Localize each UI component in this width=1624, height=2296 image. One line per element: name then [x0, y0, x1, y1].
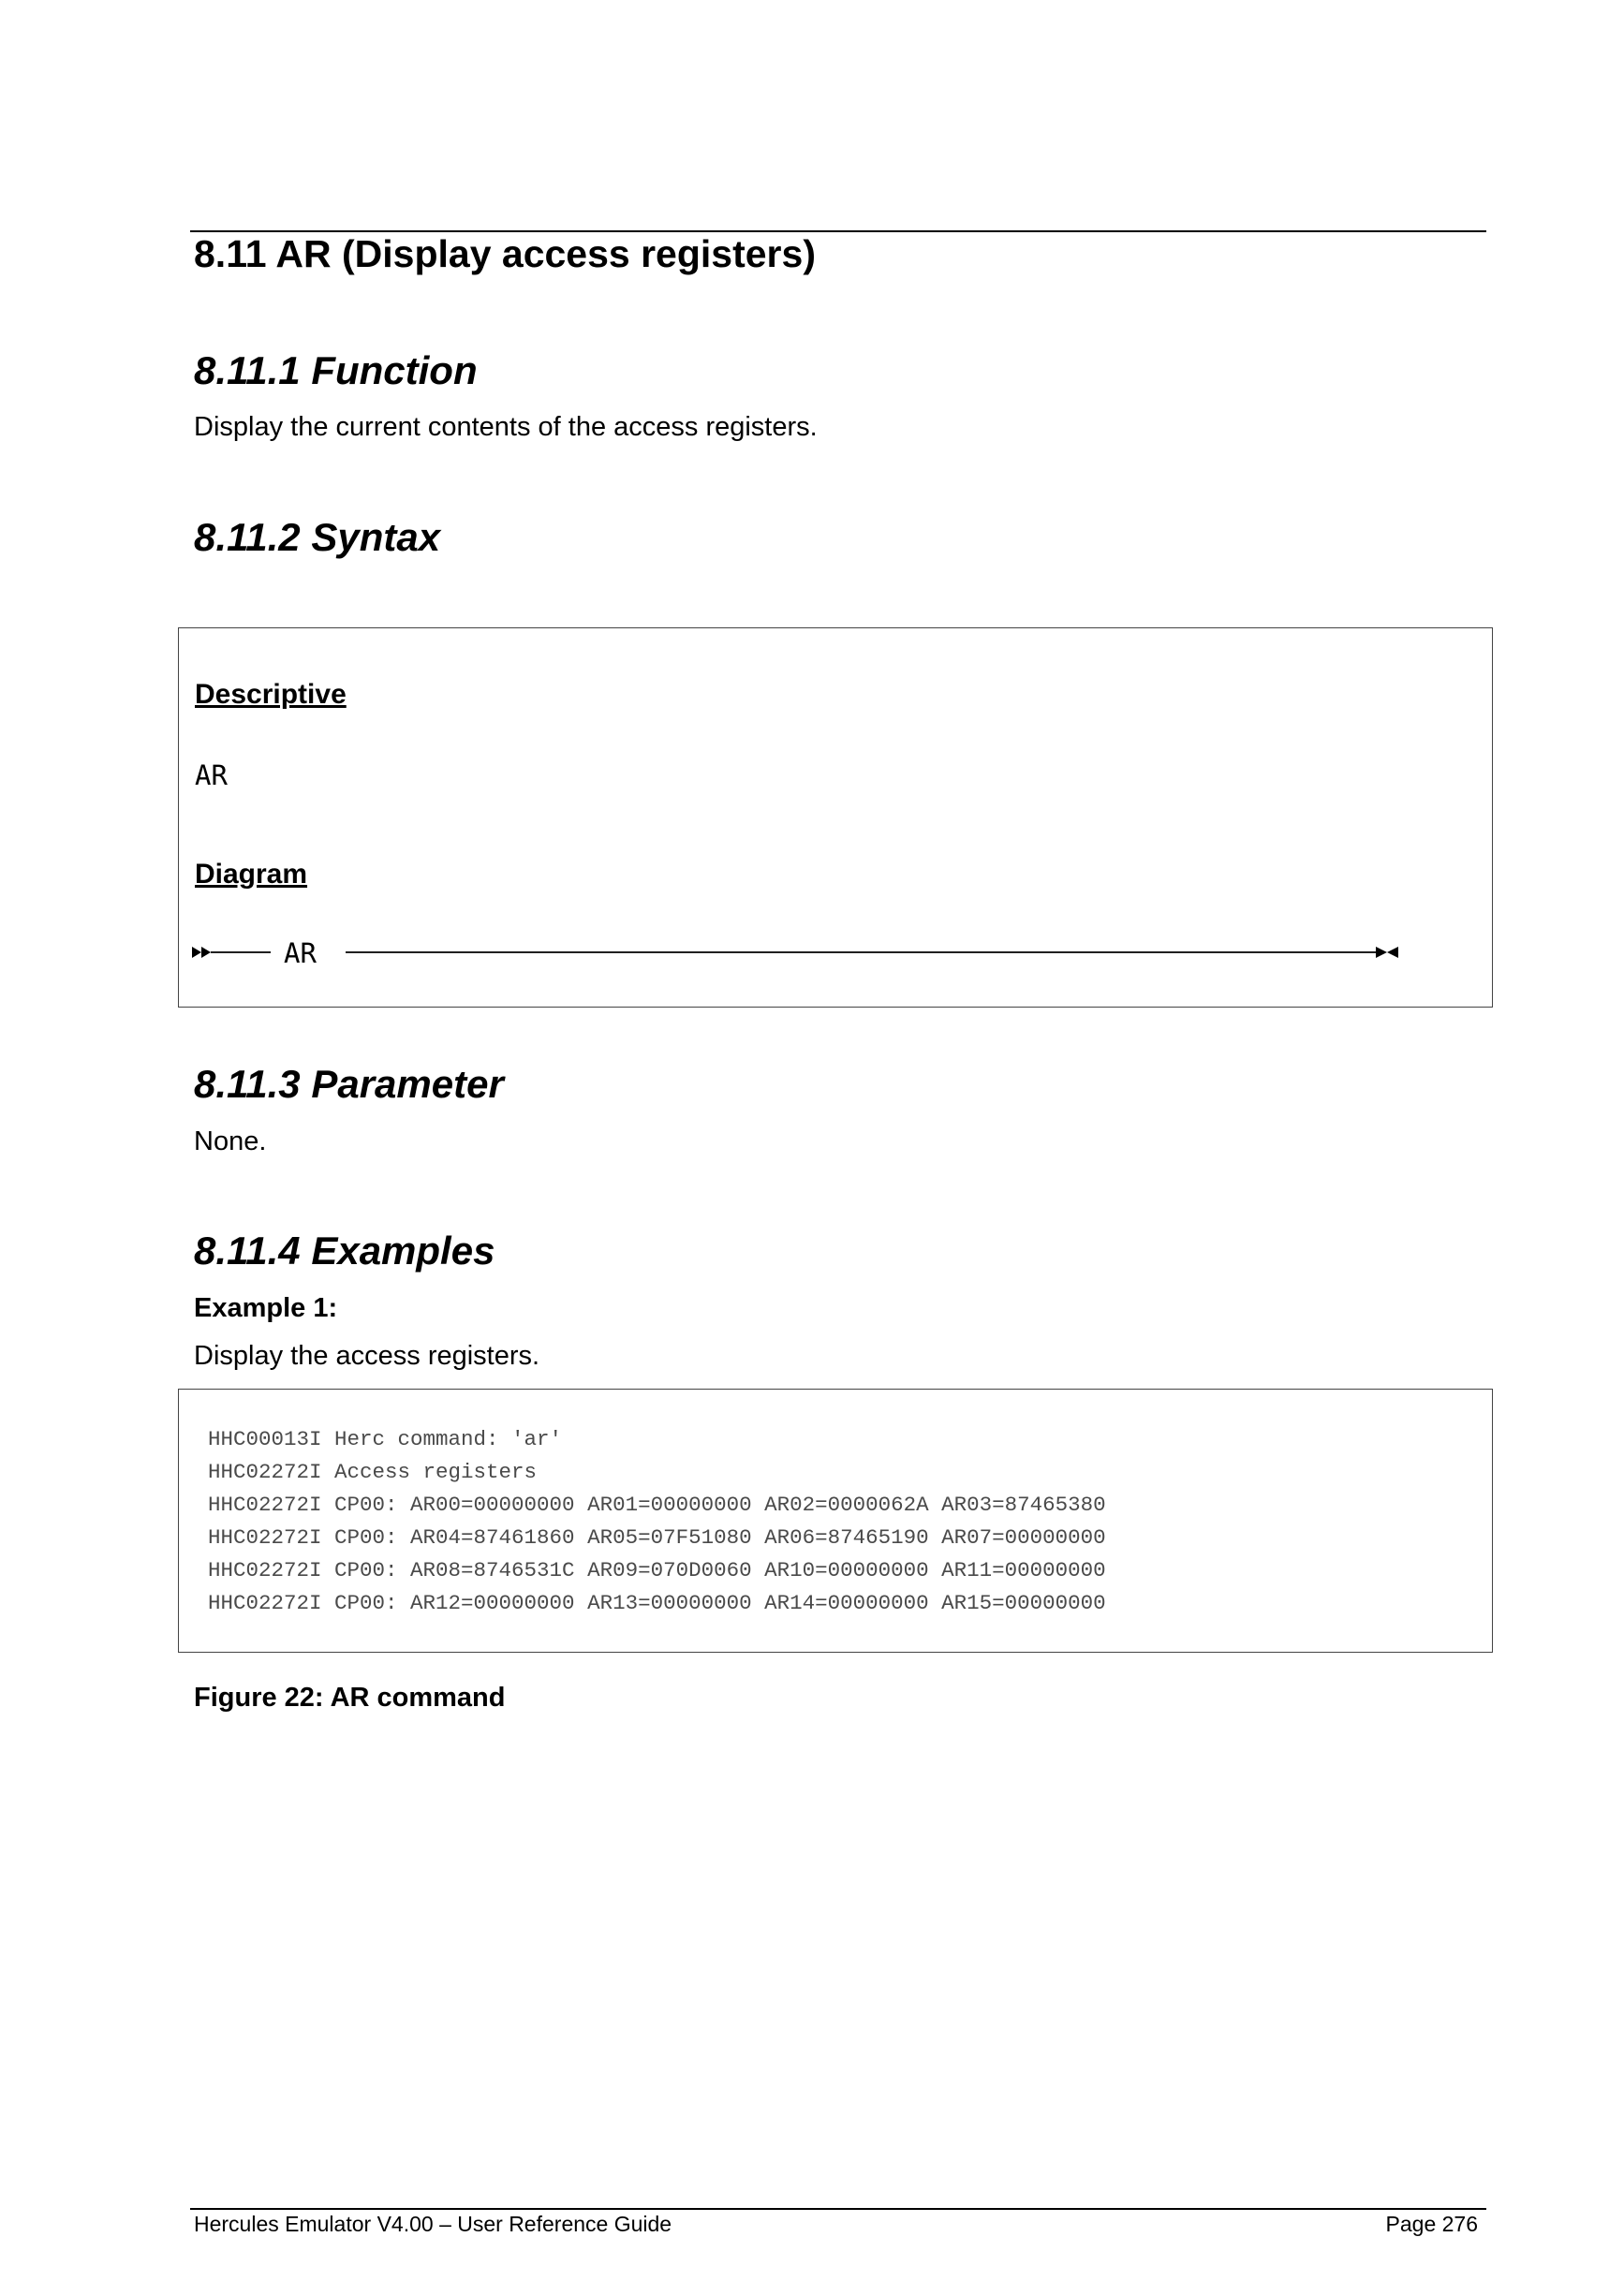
page-number: Page 276	[1385, 2212, 1478, 2236]
start-arrow-icon	[201, 947, 211, 958]
end-arrow-icon	[1387, 947, 1398, 958]
syntax-box	[178, 627, 1493, 1008]
function-text: Display the current contents of the access registers.	[194, 412, 818, 442]
start-arrow-icon	[192, 947, 201, 958]
footer-title: Hercules Emulator V4.00 – User Reference Guide	[194, 2212, 672, 2236]
descriptive-label: Descriptive	[195, 679, 347, 710]
examples-heading: 8.11.4 Examples	[194, 1229, 495, 1273]
figure-caption: Figure 22: AR command	[194, 1683, 506, 1713]
parameter-text: None.	[194, 1126, 267, 1156]
descriptive-syntax: AR	[195, 759, 228, 791]
example-label: Example 1:	[194, 1293, 338, 1323]
code-line: HHC02272I Access registers	[208, 1460, 538, 1484]
code-line: HHC00013I Herc command: 'ar'	[208, 1427, 563, 1451]
function-heading: 8.11.1 Function	[194, 348, 478, 392]
example-text: Display the access registers.	[194, 1341, 540, 1371]
code-box	[178, 1389, 1493, 1653]
code-line: HHC02272I CP00: AR08=8746531C AR09=070D0060 AR10=00000000 AR11=00000000	[208, 1558, 1106, 1582]
section-heading: 8.11 AR (Display access registers)	[194, 232, 816, 275]
code-output	[208, 1423, 1106, 1620]
diagram-keyword: AR	[284, 937, 317, 969]
code-line: HHC02272I CP00: AR12=00000000 AR13=00000000 AR14=00000000 AR15=00000000	[208, 1591, 1106, 1615]
syntax-heading: 8.11.2 Syntax	[194, 515, 441, 559]
railroad-diagram	[192, 934, 1410, 971]
footer-rule	[190, 2208, 1486, 2210]
end-arrow-icon	[1376, 947, 1387, 958]
parameter-heading: 8.11.3 Parameter	[194, 1062, 504, 1106]
code-line: HHC02272I CP00: AR00=00000000 AR01=00000000 AR02=0000062A AR03=87465380	[208, 1493, 1106, 1517]
diagram-label: Diagram	[195, 859, 308, 890]
code-line: HHC02272I CP00: AR04=87461860 AR05=07F51080 AR06=87465190 AR07=00000000	[208, 1525, 1106, 1550]
